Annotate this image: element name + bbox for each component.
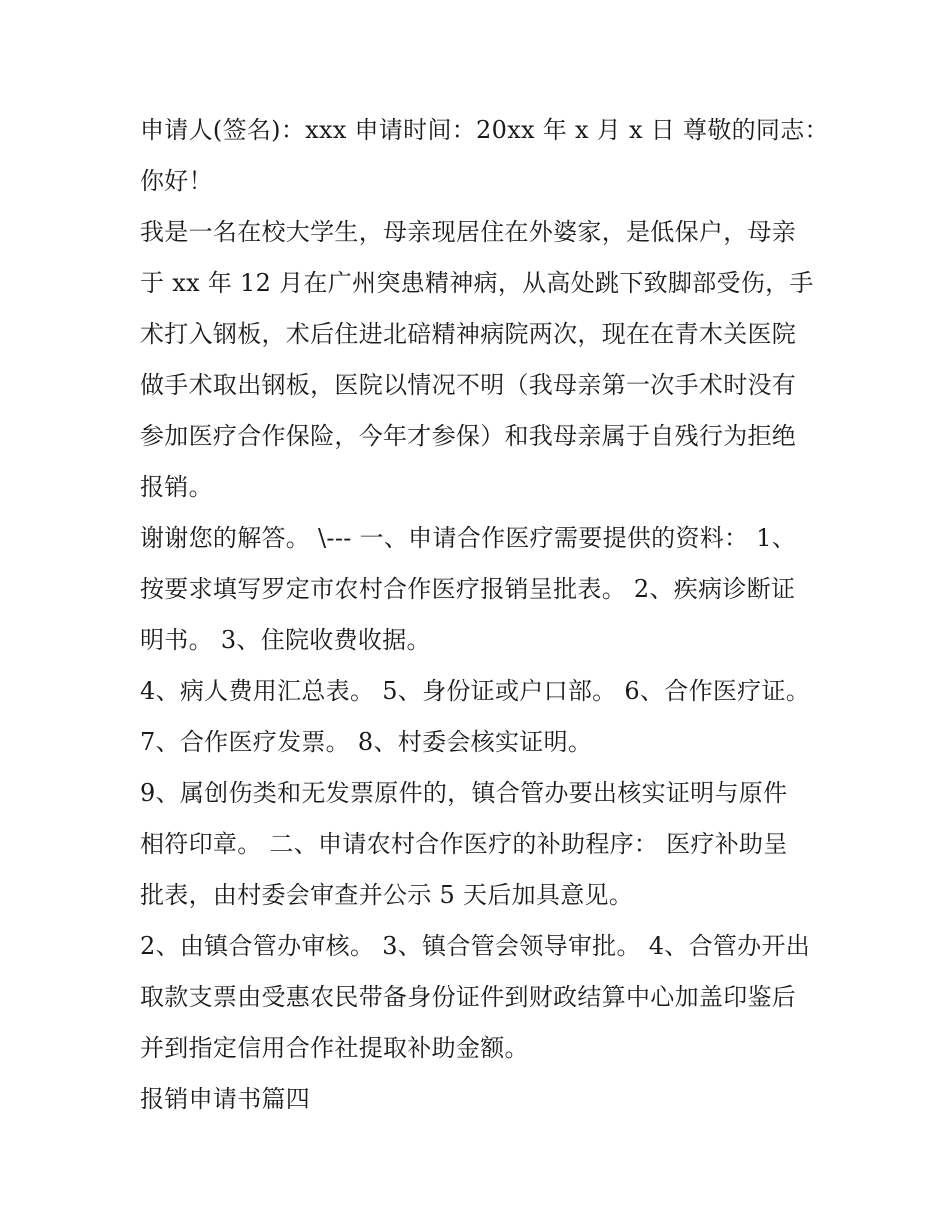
- text-line: 做手术取出钢板，医院以情况不明（我母亲第一次手术时没有: [140, 371, 797, 399]
- text-line: 4、病人费用汇总表。 5、身份证或户口部。 6、合作医疗证。: [140, 677, 811, 705]
- text-line: 相符印章。 二、申请农村合作医疗的补助程序： 医疗补助呈: [140, 830, 788, 858]
- text-line-applicant-header: 申请人(签名)：xxx 申请时间：20xx 年 x 月 x 日 尊敬的同志：: [140, 116, 829, 144]
- text-line: 7、合作医疗发票。 8、村委会核实证明。: [140, 728, 593, 756]
- text-line: 于 xx 年 12 月在广州突患精神病，从高处跳下致脚部受伤，手: [140, 269, 814, 297]
- text-line: 批表，由村委会审查并公示 5 天后加具意见。: [140, 881, 634, 909]
- text-line: 取款支票由受惠农民带备身份证件到财政结算中心加盖印鉴后: [140, 983, 797, 1011]
- text-line: 按要求填写罗定市农村合作医疗报销呈批表。 2、疾病诊断证: [140, 575, 796, 603]
- text-line: 术打入钢板，术后住进北碚精神病院两次，现在在青木关医院: [140, 320, 797, 348]
- text-line: 报销。: [140, 473, 213, 501]
- text-line: 参加医疗合作保险，今年才参保）和我母亲属于自残行为拒绝: [140, 422, 797, 450]
- text-line: 并到指定信用合作社提取补助金额。: [140, 1034, 529, 1062]
- text-line-greeting: 你好！: [140, 167, 213, 195]
- text-line: 9、属创伤类和无发票原件的，镇合管办要出核实证明与原件: [140, 779, 788, 807]
- text-line: 我是一名在校大学生，母亲现居住在外婆家，是低保户，母亲: [140, 218, 797, 246]
- text-line: 谢谢您的解答。 \--- 一、申请合作医疗需要提供的资料： 1、: [140, 524, 797, 552]
- document-body: [140, 105, 829, 1125]
- section-heading: 报销申请书篇四: [140, 1085, 311, 1113]
- text-line: 2、由镇合管办审核。 3、镇合管会领导审批。 4、合管办开出: [140, 932, 811, 960]
- text-line: 明书。 3、住院收费收据。: [140, 626, 431, 654]
